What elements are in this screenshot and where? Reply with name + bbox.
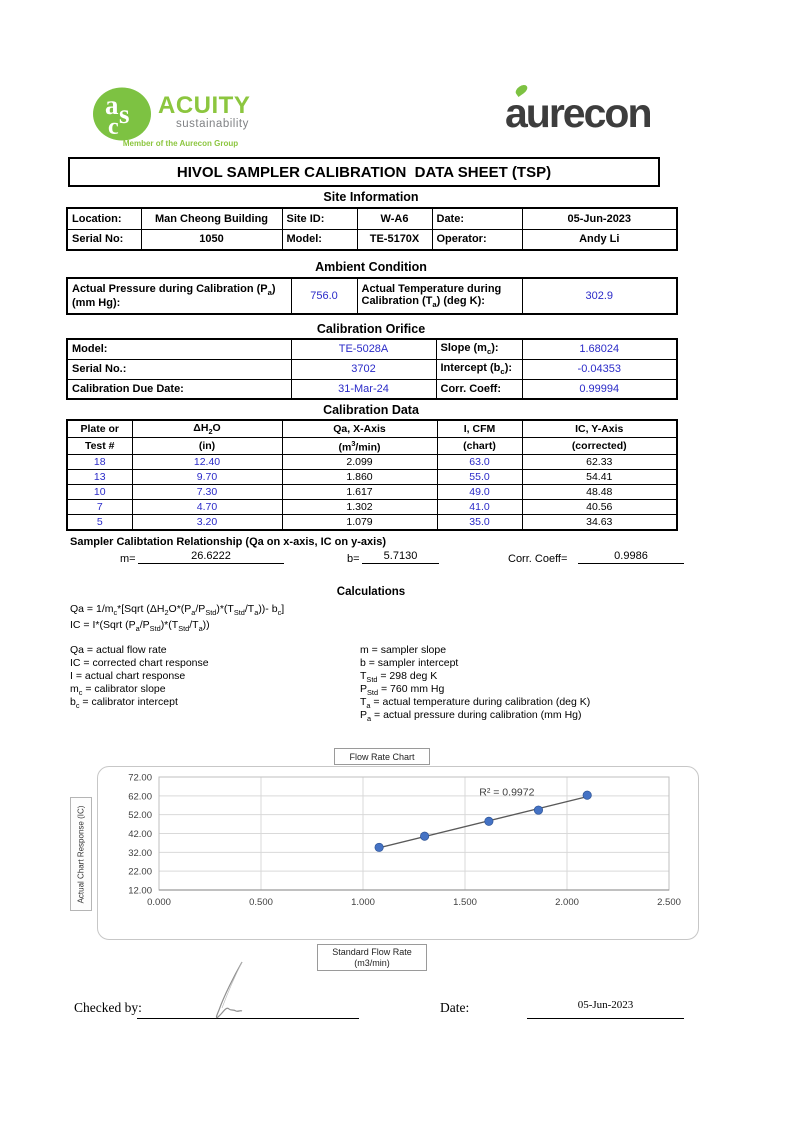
r5-ic: 34.63 bbox=[522, 515, 677, 531]
def-ta: $T_a$ = actual temperature during calibration (deg K) bbox=[360, 696, 591, 711]
svg-text:s: s bbox=[119, 99, 130, 129]
def-tstd: $T_{Std} = 298$ deg K bbox=[360, 670, 438, 685]
hdr-test-num: Test # bbox=[67, 438, 132, 455]
r1-ic: 62.33 bbox=[522, 455, 677, 470]
r3-dh2o: 7.30 bbox=[132, 485, 282, 500]
r2-icfm: 55.0 bbox=[437, 470, 522, 485]
m-value: 26.6222 bbox=[138, 550, 284, 564]
orifice-model-label: Model: bbox=[67, 339, 291, 359]
svg-text:12.00: 12.00 bbox=[128, 885, 152, 897]
calibration-orifice-table bbox=[66, 338, 678, 400]
r5-dh2o: 3.20 bbox=[132, 515, 282, 531]
svg-text:42.00: 42.00 bbox=[128, 829, 152, 840]
orifice-model-value: TE-5028A bbox=[291, 339, 436, 359]
due-date-value: 31-Mar-24 bbox=[291, 379, 436, 399]
formula-qa: $Qa = 1/m_c*[Sqrt$ $(\Delta H_2O*(P_a/P_{Std})*(T_{Std}/T_a))-$ $b_c$] bbox=[70, 603, 285, 618]
hdr-chart: (chart) bbox=[437, 438, 522, 455]
site-information-table bbox=[66, 207, 678, 251]
rel-corr-value: 0.9986 bbox=[578, 550, 684, 564]
hdr-qa: Qa, X-Axis bbox=[282, 420, 437, 438]
site-id-value: W-A6 bbox=[357, 208, 432, 229]
svg-text:32.00: 32.00 bbox=[128, 847, 152, 859]
r5-qa: 1.079 bbox=[282, 515, 437, 531]
footer-date-label: Date: bbox=[440, 1000, 470, 1015]
svg-text:1.000: 1.000 bbox=[351, 897, 375, 908]
corr-coeff-value: 0.99994 bbox=[522, 379, 677, 399]
signature bbox=[200, 960, 270, 1020]
model-label: Model: bbox=[282, 229, 357, 250]
chart-ylabel: Actual Chart Response (IC) bbox=[76, 805, 86, 903]
slope-label: Slope $(m_c)$: bbox=[436, 339, 522, 359]
chart-title-box: Flow Rate Chart bbox=[334, 748, 430, 765]
operator-value: Andy Li bbox=[522, 229, 677, 250]
formula-ic: IC = I*(Sqrt $(P_a/P_{Std})*(T_{Std}/T_a)$) bbox=[70, 619, 210, 634]
location-value: Man Cheong Building bbox=[141, 208, 282, 229]
pressure-value: 756.0 bbox=[291, 278, 357, 314]
svg-text:22.00: 22.00 bbox=[128, 866, 152, 878]
r4-ic: 40.56 bbox=[522, 500, 677, 515]
serial-no-label: Serial No: bbox=[67, 229, 141, 250]
sheet-title: HIVOL SAMPLER CALIBRATION DATA SHEET (TSP) bbox=[68, 157, 660, 187]
aurecon-wordmark: aurecon bbox=[505, 90, 651, 136]
footer-date-value: 05-Jun-2023 bbox=[527, 999, 684, 1019]
hdr-plate: Plate or bbox=[67, 420, 132, 438]
flow-rate-chart-panel bbox=[97, 766, 699, 940]
hdr-in: (in) bbox=[132, 438, 282, 455]
r2-test: 13 bbox=[67, 470, 132, 485]
def-pa: $P_a$ = actual pressure during calibration (mm Hg) bbox=[360, 709, 582, 724]
hdr-m3min: $(m^3/\min)$ bbox=[282, 438, 437, 455]
aurecon-logo bbox=[505, 88, 700, 140]
r3-qa: 1.617 bbox=[282, 485, 437, 500]
temperature-value: 302.9 bbox=[522, 278, 677, 314]
date-label: Date: bbox=[432, 208, 522, 229]
r1-icfm: 63.0 bbox=[437, 455, 522, 470]
caldata-row-2 bbox=[67, 470, 677, 485]
pressure-label: Actual Pressure during Calibration $(P_a)$ (mm Hg): bbox=[67, 278, 291, 314]
caldata-row-4 bbox=[67, 500, 677, 515]
r5-icfm: 35.0 bbox=[437, 515, 522, 531]
def-i: I = actual chart response bbox=[70, 670, 186, 682]
intercept-value: -0.04353 bbox=[522, 359, 677, 379]
svg-text:72.00: 72.00 bbox=[128, 772, 152, 784]
r4-qa: 1.302 bbox=[282, 500, 437, 515]
def-mc: $m_c$ = calibrator slope bbox=[70, 683, 166, 698]
acuity-member-line: Member of the Aurecon Group bbox=[122, 139, 239, 148]
date-value: 05-Jun-2023 bbox=[522, 208, 677, 229]
def-qa: Qa = actual flow rate bbox=[70, 644, 167, 656]
r2-qa: 1.860 bbox=[282, 470, 437, 485]
hdr-ic: IC, Y-Axis bbox=[522, 420, 677, 438]
svg-text:0.000: 0.000 bbox=[147, 897, 171, 908]
model-value: TE-5170X bbox=[357, 229, 432, 250]
intercept-label: Intercept $(b_c)$: bbox=[436, 359, 522, 379]
operator-label: Operator: bbox=[432, 229, 522, 250]
r1-test: 18 bbox=[67, 455, 132, 470]
svg-text:a: a bbox=[105, 90, 119, 120]
r1-qa: 2.099 bbox=[282, 455, 437, 470]
due-date-label: Calibration Due Date: bbox=[67, 379, 291, 399]
svg-text:R² = 0.9972: R² = 0.9972 bbox=[479, 786, 535, 799]
calibration-orifice-heading: Calibration Orifice bbox=[316, 322, 426, 336]
calibration-data-table bbox=[66, 419, 678, 531]
m-label: m= bbox=[120, 553, 136, 565]
relationship-heading: Sampler Calibtation Relationship (Qa on x-axis, IC on y-axis) bbox=[70, 536, 387, 548]
flow-rate-chart-svg bbox=[98, 767, 698, 937]
r1-dh2o: 12.40 bbox=[132, 455, 282, 470]
acuity-subtitle: sustainability bbox=[176, 118, 249, 130]
r4-test: 7 bbox=[67, 500, 132, 515]
r3-test: 10 bbox=[67, 485, 132, 500]
ambient-condition-table bbox=[66, 277, 678, 315]
r2-ic: 54.41 bbox=[522, 470, 677, 485]
def-bc: $b_c$ = calibrator intercept bbox=[70, 696, 178, 711]
b-label: b= bbox=[347, 553, 360, 565]
r4-icfm: 41.0 bbox=[437, 500, 522, 515]
caldata-row-3 bbox=[67, 485, 677, 500]
chart-xlabel-line2: (m3/min) bbox=[354, 957, 390, 968]
b-value: 5.7130 bbox=[362, 550, 439, 564]
chart-ylabel-box bbox=[70, 797, 92, 911]
serial-no-value: 1050 bbox=[141, 229, 282, 250]
svg-text:1.500: 1.500 bbox=[453, 897, 477, 908]
corr-coeff-label: Corr. Coeff: bbox=[436, 379, 522, 399]
orifice-serial-value: 3702 bbox=[291, 359, 436, 379]
acuity-monogram-icon bbox=[92, 87, 152, 142]
calibration-data-heading: Calibration Data bbox=[323, 403, 419, 417]
ambient-condition-heading: Ambient Condition bbox=[315, 260, 427, 274]
svg-text:0.500: 0.500 bbox=[249, 897, 273, 908]
r4-dh2o: 4.70 bbox=[132, 500, 282, 515]
svg-text:2.000: 2.000 bbox=[555, 897, 579, 908]
r3-icfm: 49.0 bbox=[437, 485, 522, 500]
caldata-row-5 bbox=[67, 515, 677, 531]
hdr-corrected: (corrected) bbox=[522, 438, 677, 455]
def-b: b = sampler intercept bbox=[360, 657, 459, 669]
acuity-wordmark: ACUITY bbox=[158, 92, 251, 119]
site-information-heading: Site Information bbox=[323, 190, 419, 204]
rel-corr-label: Corr. Coeff= bbox=[508, 553, 568, 565]
svg-text:c: c bbox=[108, 114, 119, 140]
orifice-serial-label: Serial No.: bbox=[67, 359, 291, 379]
location-label: Location: bbox=[67, 208, 141, 229]
r3-ic: 48.48 bbox=[522, 485, 677, 500]
def-ic: IC = corrected chart response bbox=[70, 657, 209, 669]
calculations-heading: Calculations bbox=[336, 586, 406, 598]
r2-dh2o: 9.70 bbox=[132, 470, 282, 485]
hdr-dh2o: $\Delta H_2O$ bbox=[132, 420, 282, 438]
checked-by-label: Checked by: bbox=[74, 1000, 142, 1015]
hdr-i-cfm: I, CFM bbox=[437, 420, 522, 438]
svg-text:62.00: 62.00 bbox=[128, 791, 152, 803]
temperature-label: Actual Temperature during Calibration $(T_a)$ (deg K): bbox=[357, 278, 522, 314]
slope-value: 1.68024 bbox=[522, 339, 677, 359]
caldata-row-1 bbox=[67, 455, 677, 470]
site-id-label: Site ID: bbox=[282, 208, 357, 229]
def-pstd: $P_{Std} = 760$ mm Hg bbox=[360, 683, 445, 698]
chart-xlabel-line1: Standard Flow Rate bbox=[332, 946, 412, 957]
def-m: m = sampler slope bbox=[360, 644, 447, 656]
chart-xlabel-box bbox=[317, 944, 427, 971]
r5-test: 5 bbox=[67, 515, 132, 531]
acuity-logo bbox=[92, 87, 267, 155]
svg-text:52.00: 52.00 bbox=[128, 810, 152, 822]
svg-text:2.500: 2.500 bbox=[657, 897, 681, 908]
